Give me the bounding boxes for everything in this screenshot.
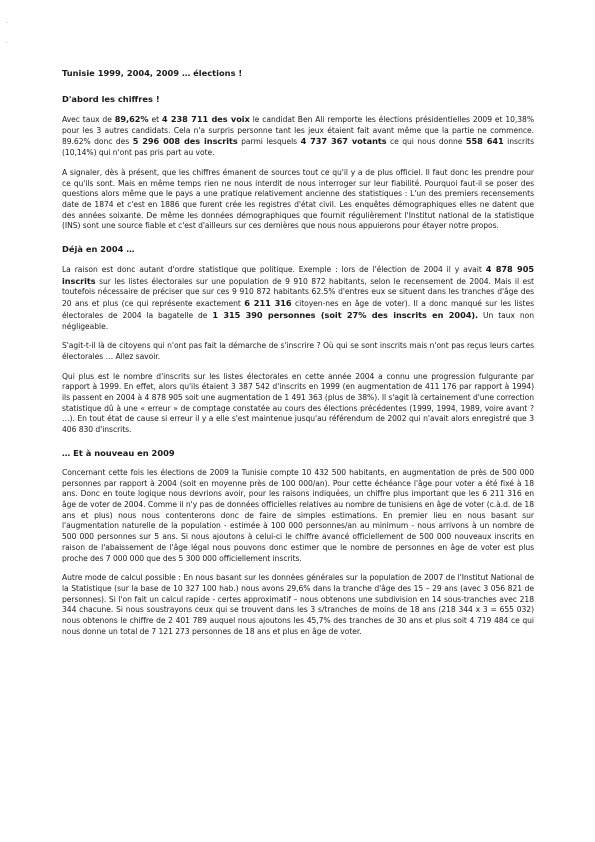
text-run: Un taux non négligeable. — [62, 310, 535, 331]
paragraph — [62, 468, 534, 564]
text-run: A signaler, dès à présent, que les chiffres émanent de sources tout ce qu'il y a de plus officiel. Il faut donc les prendre pour ce qu'ils sont. Mais en même temps rien ne nous interdit de nous interroger sur leur fiabilité. Pourquoi faut-il se poser des questions alors même que le pays a une pratique relativement ancienne des statistiques : L'un des premiers recensements date de 1874 et c'est en 1886 que furent crée les registres d'état civil. Les enquêtes démographiques elles ne datent que des années soixante. De même les données démographiques que fournit régulièrement l'Institut national de la statistique (INS) sont une source fiable et c'est d'ailleurs sur ces dernières que nous nous appuierons pour étayer notre propos. — [62, 167, 534, 231]
text-run: La raison est donc autant d'ordre statistique que politique. Exemple : lors de l'élection de 2004 il y avait — [62, 265, 486, 275]
bold-text: 4 737 367 votants — [300, 136, 387, 147]
section-heading: … Et à nouveau en 2009 — [62, 447, 175, 458]
bold-text: 6 211 316 — [244, 298, 292, 309]
paragraph — [62, 168, 534, 232]
paragraph — [62, 341, 534, 362]
document-body — [62, 94, 534, 637]
text-run: sur les listes électorales sur une population de 9 910 872 habitants, selon le recensement de 2004. Mais il est toutefois nécessaire de préciser que sur ces 9 910 872 habitants 62.5% d'entres eux se situent dans les tranches d'âge des 20 ans et plus (ce qui représente exactement — [62, 276, 534, 309]
section-heading: D'abord les chiffres ! — [62, 94, 160, 104]
text-run: le candidat Ben Ali remporte les élections présidentielles 2009 et 10,38% pour les 3 autres candidats. Cela n'a surpris personne tant les jeux étaient fait avant même que la partie ne commence. 89.62% donc des — [62, 115, 534, 147]
bold-text: 89,62% — [114, 114, 149, 124]
text-run: citoyen-nes en âge de voter). Il a donc manqué sur les listes électorales de 2004 la bagatelle de — [62, 299, 534, 320]
bold-text: 4 238 711 des voix — [161, 114, 250, 124]
paragraph — [62, 372, 534, 436]
paragraph — [62, 114, 534, 159]
paragraph — [62, 264, 534, 332]
bold-text: 558 641 — [465, 136, 504, 147]
text-run: Autre mode de calcul possible : En nous basant sur les données générales sur la population de 2007 de l'Institut National de la Statistique (sur la base de 10 327 100 hab.) nous avons 29,6% dans la tranche d'âge des 15 – 29 ans (avec 3 056 821 de personnes). Si l'on fait un calcul rapide - certes approximatif – nous obtenons une subdivision en 14 sous-tranches avec 218 344 chacune. Si nous soustrayons ceux qui se trouvent dans les 3 s/tranches de moins de 18 ans (218 344 x 3 = 655 032) nous obtenons le chiffre de 2 401 789 auquel nous ajoutons les 45,7% des tranches de 30 ans et plus soit 4 719 484 ce qui nous donne un total de 7 121 273 personnes de 18 ans et plus en âge de voter. — [62, 573, 534, 636]
text-run: S'agit-t-il là de citoyens qui n'ont pas fait la démarche de s'inscrire ? Où qui se sont inscrits mais n'ont pas reçus leurs cartes électorales … Allez savoir. — [62, 341, 534, 361]
section-heading: Déjà en 2004 … — [62, 244, 135, 255]
bold-text: 5 296 008 des inscrits — [132, 136, 238, 147]
document-page — [62, 68, 534, 646]
text-run: et — [148, 115, 162, 124]
document-title: Tunisie 1999, 2004, 2009 … élections ! — [62, 68, 243, 78]
bold-text: 4 878 905 inscrits — [62, 264, 534, 286]
text-run: parmi lesquels — [237, 137, 301, 147]
paragraph — [62, 573, 534, 637]
text-run: Avec taux de — [62, 115, 115, 124]
text-run: ce qui nous donne — [386, 137, 466, 147]
text-run: Qui plus est le nombre d'inscrits sur les listes électorales en cette année 2004 a connu une progression fulgurante par rapport à 1999. En effet, alors qu'ils étaient 3 387 542 d'inscrits en 1999 (en augmentation de 411 176 par rapport à 1994) ils passent en 2004 à 4 878 905 soit une augmentation de 1 491 363 (plus de 38%). Il s'agit là certainement d'une correction statistique dû à une « erreur » de comptage constatée au cours des élections précédentes (1999, 1994, 1989, voire avant ? …). En tout état de cause si erreur il y a elle s'est maintenue jusqu'au référendum de 2002 qui n'avait alors enregistré que 3 406 830 d'inscrits. — [62, 371, 534, 435]
text-run: Concernant cette fois les élections de 2009 la Tunisie compte 10 432 500 habitants, en augmentation de près de 500 000 personnes par rapport à 2004 (soit en moyenne près de 100 000/an). Pour cette échéance l'âge pour voter a été fixé à 18 ans. Donc en toute logique nous devrions avoir, pour les raisons indiquées, un chiffre plus important que les 6 211 316 en âge de voter de 2004. Comme il n'y pas de données officielles relatives au nombre de tunisiens en âge de voter (c.à.d. de 18 ans et plus) nous nous contenterons donc de faire de simples estimations. En premier lieu en nous basant sur l'augmentation naturelle de la population - estimée à 100 000 personnes/an au minimum - nous arrivons à un nombre de 500 000 personnes sur 5 ans. Si nous ajoutons à celui-ci le chiffre avancé officiellement de 500 000 nouveaux inscrits en raison de l'abaissement de l'âge légal nous pouvons donc estimer que le nombre de personnes en âge de voter est plus proche des 7 000 000 que des 5 300 000 officiellement inscrits. — [62, 467, 534, 563]
page-corner-marks: · · — [6, 20, 8, 47]
text-run: inscrits (10,14%) qui n'ont pas pris part au vote. — [62, 137, 534, 158]
bold-text: 1 315 390 personnes (soit 27% des inscrits en 2004). — [212, 309, 479, 320]
